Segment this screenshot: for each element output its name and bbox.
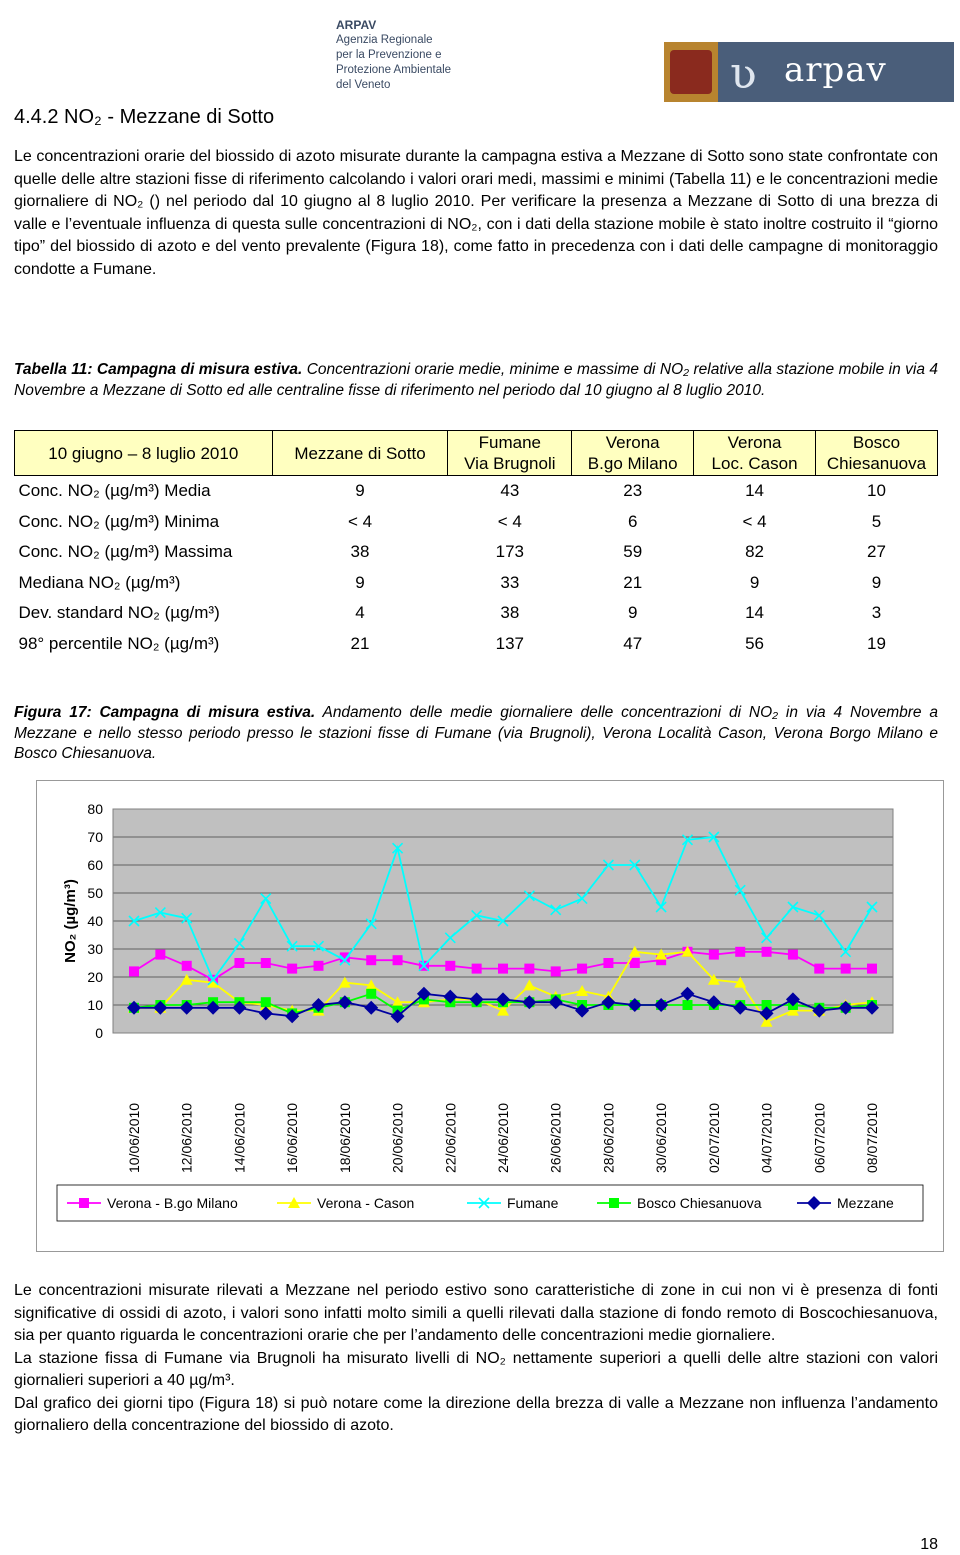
arpav-logo [664, 42, 954, 102]
x-tick-label: 16/06/2010 [284, 1102, 301, 1173]
table-cell: 21 [623, 572, 643, 592]
table-cell: 19 [867, 633, 886, 653]
x-tick-label: 08/07/2010 [864, 1102, 880, 1173]
data-point [261, 958, 271, 968]
x-tick-label: 06/07/2010 [811, 1102, 828, 1173]
data-point [445, 961, 455, 971]
figure-caption-label: Figura 17: Campagna di misura estiva. [14, 704, 316, 721]
agency-header [336, 18, 496, 93]
data-point [551, 966, 561, 976]
table-header-row [15, 431, 938, 476]
data-point [814, 964, 824, 974]
table-cell: 23 [623, 481, 643, 501]
table-cell: 21 [350, 633, 370, 653]
table-body [15, 476, 938, 660]
data-point [182, 961, 192, 971]
y-tick-label: 0 [95, 1025, 103, 1041]
table-row [15, 598, 938, 629]
y-tick-label: 70 [87, 829, 103, 845]
data-point [472, 964, 482, 974]
data-point [366, 989, 376, 999]
data-point [735, 947, 745, 957]
x-tick-label: 26/06/2010 [547, 1102, 564, 1173]
data-point [393, 955, 403, 965]
data-point [155, 950, 165, 960]
table-cell: < 4 [497, 511, 522, 531]
table-cell: 38 [350, 542, 370, 562]
y-tick-label: 20 [87, 969, 103, 985]
table-cell: 4 [355, 603, 365, 623]
x-tick-label: 18/06/2010 [336, 1102, 353, 1173]
table-caption [14, 360, 938, 401]
y-tick-label: 10 [87, 997, 103, 1013]
table-cell: 9 [871, 572, 882, 592]
data-point [683, 1000, 693, 1010]
x-tick-label: 10/06/2010 [126, 1102, 142, 1173]
row-label: Mediana NO₂ (µg/m³) [18, 572, 181, 592]
legend-label: Bosco Chiesanuova [637, 1195, 762, 1211]
harp-emblem-icon: ʋ [718, 42, 778, 102]
table-cell: 5 [871, 511, 882, 531]
y-axis-label: NO₂ (µg/m³) [62, 879, 79, 963]
data-point [129, 966, 139, 976]
y-tick-label: 30 [87, 941, 103, 957]
table-cell: 173 [495, 542, 525, 562]
x-tick-label: 14/06/2010 [231, 1102, 248, 1173]
x-tick-label: 02/07/2010 [705, 1102, 722, 1173]
table-row [15, 629, 938, 660]
page-number: 18 [920, 1536, 938, 1553]
figure-caption [14, 703, 938, 765]
data-point [287, 964, 297, 974]
lion-emblem-icon [664, 42, 718, 102]
x-tick-label: 20/06/2010 [389, 1102, 406, 1173]
table-cell: 10 [867, 481, 886, 501]
table-cell: 14 [745, 603, 765, 623]
row-label: Conc. NO₂ (µg/m³) Massima [18, 542, 233, 562]
conclusion-paragraph: Dal grafico dei giorni tipo (Figura 18) si può notare come la direzione della brezza di valle a Mezzane non influenza l’andamento giornaliero della concentrazione del biossido di azoto. [14, 1394, 938, 1434]
x-tick-label: 22/06/2010 [442, 1102, 459, 1173]
chart-frame [36, 780, 944, 1252]
conclusions [14, 1280, 938, 1438]
legend-label: Fumane [507, 1195, 559, 1211]
table-row [15, 507, 938, 538]
x-tick-label: 04/07/2010 [758, 1102, 775, 1173]
section-title: 4.4.2 NO₂ - Mezzane di Sotto [14, 106, 275, 128]
data-point [788, 950, 798, 960]
row-label: 98° percentile NO₂ (µg/m³) [18, 633, 220, 653]
legend-label: Verona - Cason [317, 1195, 415, 1211]
row-label: Conc. NO₂ (µg/m³) Media [18, 481, 211, 501]
table-header-cell: Verona Loc. Cason [694, 431, 816, 476]
table-header-cell: Mezzane di Sotto [272, 431, 448, 476]
agency-line: Agenzia Regionale [336, 34, 433, 46]
table-header-cell: Verona B.go Milano [572, 431, 694, 476]
data-point [79, 1198, 89, 1208]
table-cell: 47 [623, 633, 643, 653]
table-row [15, 476, 938, 507]
x-tick-label: 12/06/2010 [178, 1102, 195, 1173]
table-cell: 38 [500, 603, 520, 623]
table-cell: 3 [871, 603, 882, 623]
y-tick-label: 60 [87, 857, 103, 873]
table-cell: < 4 [347, 511, 373, 531]
table-cell: 6 [627, 511, 638, 531]
data-point [261, 997, 271, 1007]
table-row [15, 568, 938, 599]
table-cell: 82 [745, 542, 765, 562]
table-cell: 59 [623, 542, 643, 562]
row-label: Dev. standard NO₂ (µg/m³) [18, 603, 220, 623]
x-tick-label: 24/06/2010 [495, 1102, 511, 1173]
table-cell: 9 [627, 603, 638, 623]
agency-line: Protezione Ambientale [336, 64, 452, 76]
agency-line: per la Prevenzione e [336, 49, 442, 61]
figure-caption-text: Andamento delle medie giornaliere delle concentrazioni di NO₂ in via 4 Novembre a Mezzane e nello stesso periodo presso le stazioni fisse di Fumane (via Brugnoli), Verona Località Cason, Verona Borgo Milano e Bosco Chiesanuova. [14, 704, 938, 762]
y-tick-label: 50 [87, 885, 103, 901]
table-cell: 56 [745, 633, 765, 653]
table-header-cell: 10 giugno – 8 luglio 2010 [15, 431, 273, 476]
table-row [15, 537, 938, 568]
table-cell: 9 [749, 572, 760, 592]
no2-summary-table [14, 430, 938, 659]
table-cell: 137 [495, 633, 525, 653]
data-point [234, 958, 244, 968]
table-cell: 33 [500, 572, 520, 592]
table-cell: 27 [867, 542, 886, 562]
table-cell: < 4 [742, 511, 767, 531]
data-point [366, 955, 376, 965]
table-caption-label: Tabella 11: Campagna di misura estiva. [14, 361, 303, 378]
legend-label: Verona - B.go Milano [107, 1195, 238, 1211]
data-point [498, 964, 508, 974]
data-point [609, 1198, 619, 1208]
x-tick-label: 30/06/2010 [653, 1102, 670, 1173]
conclusion-paragraph: Le concentrazioni misurate rilevati a Mezzane nel periodo estivo sono caratteristiche di zone in cui non vi è presenza di fonti significative di ossidi di azoto, i valori sono infatti molto simili a quelli rilevati dalla stazione di fondo remoto di Boscochiesanuova, sia per quanto riguarda le concentrazioni orarie che per l’andamento delle concentrazioni medie giornaliere. [14, 1282, 938, 1344]
x-tick-label: 28/06/2010 [600, 1102, 617, 1173]
arpav-logo-word: arpav [784, 50, 887, 90]
legend-label: Mezzane [837, 1195, 894, 1211]
table-caption-text: Concentrazioni orarie medie, minime e massime di NO₂ relative alla stazione mobile in via 4 Novembre a Mezzane di Sotto ed alle centraline fisse di riferimento nel periodo dal 10 giugno al 8 luglio 2010. [14, 361, 938, 399]
agency-line: del Veneto [336, 79, 391, 91]
table-cell: 14 [745, 481, 765, 501]
y-tick-label: 80 [87, 801, 103, 817]
data-point [524, 964, 534, 974]
conclusion-paragraph: La stazione fissa di Fumane via Brugnoli ha misurato livelli di NO₂ nettamente superiori a quelli delle altre stazioni con valori giornalieri superiori a 40 µg/m³. [14, 1349, 938, 1389]
table-header-cell: Fumane Via Brugnoli [448, 431, 572, 476]
table-cell: 9 [355, 481, 365, 501]
y-tick-label: 40 [87, 913, 103, 929]
table-cell: 9 [355, 572, 365, 592]
data-point [603, 958, 613, 968]
row-label: Conc. NO₂ (µg/m³) Minima [18, 511, 220, 531]
no2-daily-mean-chart [37, 781, 943, 1251]
table-header-cell: Bosco Chiesanuova [815, 431, 937, 476]
data-point [314, 961, 324, 971]
table-cell: 43 [500, 481, 520, 501]
data-point [709, 950, 719, 960]
intro-paragraph: Le concentrazioni orarie del biossido di azoto misurate durante la campagna estiva a Mezzane di Sotto sono state confrontate con quelle delle altre stazioni fisse di riferimento calcolando i valori orari medi, massimi e minimi (Tabella 11) e le concentrazioni medie giornaliere di NO₂ () nel periodo dal 10 giugno al 8 luglio 2010. Per verificare la presenza a Mezzane di Sotto di una brezza di valle e l’eventuale influenza di questa sulle concentrazioni di NO₂, con i dati della stazione mobile è stato inoltre costruito il “giorno tipo” del biossido di azoto e del vento prevalente (Figura 18), come fatto in precedenza con i dati delle campagne di monitoraggio condotte a Fumane. [14, 148, 938, 278]
data-point [867, 964, 877, 974]
data-point [762, 947, 772, 957]
data-point [577, 964, 587, 974]
agency-brand: ARPAV [336, 18, 377, 32]
data-point [841, 964, 851, 974]
